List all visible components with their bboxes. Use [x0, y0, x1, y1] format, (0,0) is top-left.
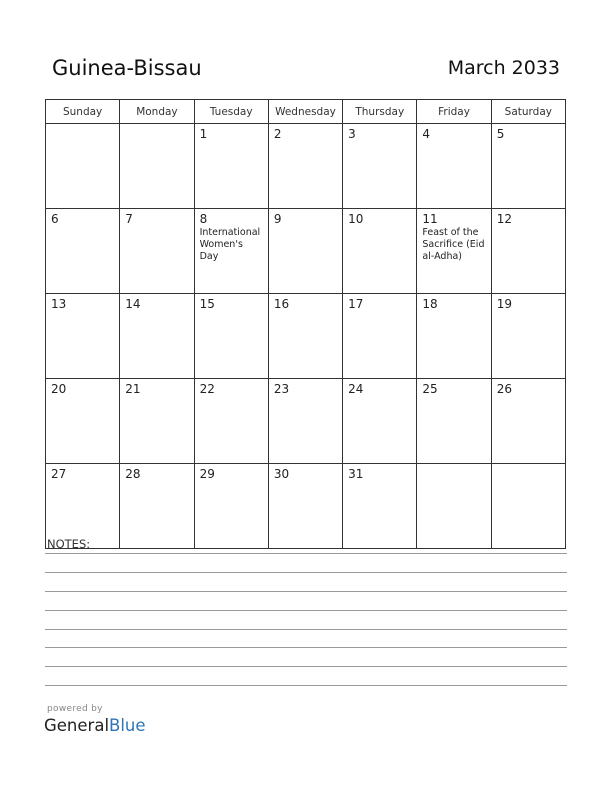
day-cell: [417, 379, 491, 464]
day-cell: [268, 209, 342, 294]
holiday-event: Feast of the Sacrifice (Eid al-Adha): [422, 227, 485, 262]
day-number: 19: [496, 297, 512, 311]
day-cell: [491, 294, 565, 379]
day-number: 28: [125, 467, 141, 481]
country-title: Guinea-Bissau: [52, 56, 202, 80]
day-cell: [268, 294, 342, 379]
holiday-event: International Women's Day: [199, 227, 261, 262]
day-cell: [194, 209, 268, 294]
day-number: 29: [199, 467, 215, 481]
day-cell: [46, 294, 120, 379]
day-cell: [491, 464, 565, 549]
day-number: 8: [199, 212, 208, 226]
day-cell: [343, 124, 417, 209]
day-number: 25: [422, 382, 438, 396]
weekday-monday: Monday: [120, 100, 194, 124]
day-number: 2: [273, 127, 282, 141]
day-number: 17: [348, 297, 364, 311]
day-number: 12: [496, 212, 512, 226]
note-line: [45, 666, 567, 667]
weekday-friday: Friday: [417, 100, 491, 124]
day-cell: [491, 379, 565, 464]
day-cell: [417, 464, 491, 549]
day-cell: [343, 294, 417, 379]
day-number: 31: [348, 467, 364, 481]
day-cell: [194, 124, 268, 209]
day-cell: [194, 294, 268, 379]
day-cell: [491, 124, 565, 209]
brand-blue: Blue: [109, 716, 146, 735]
day-cell: [491, 209, 565, 294]
day-cell: [268, 464, 342, 549]
day-cell: [417, 294, 491, 379]
day-number: 15: [199, 297, 215, 311]
day-cell: [417, 209, 491, 294]
day-number: 20: [51, 382, 67, 396]
day-cell: [343, 379, 417, 464]
notes-label: NOTES:: [47, 537, 91, 551]
weekday-tuesday: Tuesday: [194, 100, 268, 124]
weekday-wednesday: Wednesday: [268, 100, 342, 124]
day-number: 9: [273, 212, 282, 226]
note-line: [45, 647, 567, 648]
day-cell: [120, 209, 194, 294]
day-cell: [46, 464, 120, 549]
note-line: [45, 685, 567, 686]
week-row-3: [46, 294, 566, 379]
week-row-5: [46, 464, 566, 549]
day-number: 27: [51, 467, 67, 481]
brand-general: General: [44, 716, 110, 735]
day-number: 4: [422, 127, 431, 141]
day-number: 14: [125, 297, 141, 311]
day-cell: [46, 209, 120, 294]
day-number: 23: [273, 382, 290, 396]
note-line: [45, 553, 567, 554]
day-number: 6: [51, 212, 59, 226]
day-cell: [120, 124, 194, 209]
day-number: 24: [348, 382, 364, 396]
day-cell: [194, 379, 268, 464]
week-row-2: [46, 209, 566, 294]
day-number: 13: [51, 297, 67, 311]
day-number: 11: [422, 212, 438, 226]
note-line: [45, 629, 567, 630]
brand-logo: [44, 716, 146, 735]
day-number: 30: [273, 467, 290, 481]
weekday-header-row: [46, 100, 566, 124]
day-cell: [343, 464, 417, 549]
day-cell: [194, 464, 268, 549]
weekday-sunday: Sunday: [46, 100, 120, 124]
day-number: 1: [199, 127, 208, 141]
day-number: 5: [496, 127, 505, 141]
day-cell: [46, 124, 120, 209]
day-cell: [120, 379, 194, 464]
day-cell: [417, 124, 491, 209]
calendar-grid: [45, 99, 566, 549]
day-cell: [343, 209, 417, 294]
day-number: 18: [422, 297, 438, 311]
note-line: [45, 591, 567, 592]
note-line: [45, 572, 567, 573]
day-cell: [268, 124, 342, 209]
day-number: 3: [348, 127, 356, 141]
day-number: 16: [273, 297, 290, 311]
day-cell: [120, 294, 194, 379]
day-number: 7: [125, 212, 133, 226]
day-cell: [46, 379, 120, 464]
day-number: 10: [348, 212, 364, 226]
week-row-4: [46, 379, 566, 464]
week-row-1: [46, 124, 566, 209]
day-number: 22: [199, 382, 215, 396]
day-number: 26: [496, 382, 512, 396]
weekday-saturday: Saturday: [491, 100, 565, 124]
weekday-thursday: Thursday: [343, 100, 417, 124]
day-number: 21: [125, 382, 141, 396]
day-cell: [120, 464, 194, 549]
note-line: [45, 610, 567, 611]
day-cell: [268, 379, 342, 464]
powered-by-text: powered by: [47, 704, 103, 714]
month-title: March 2033: [447, 57, 560, 79]
